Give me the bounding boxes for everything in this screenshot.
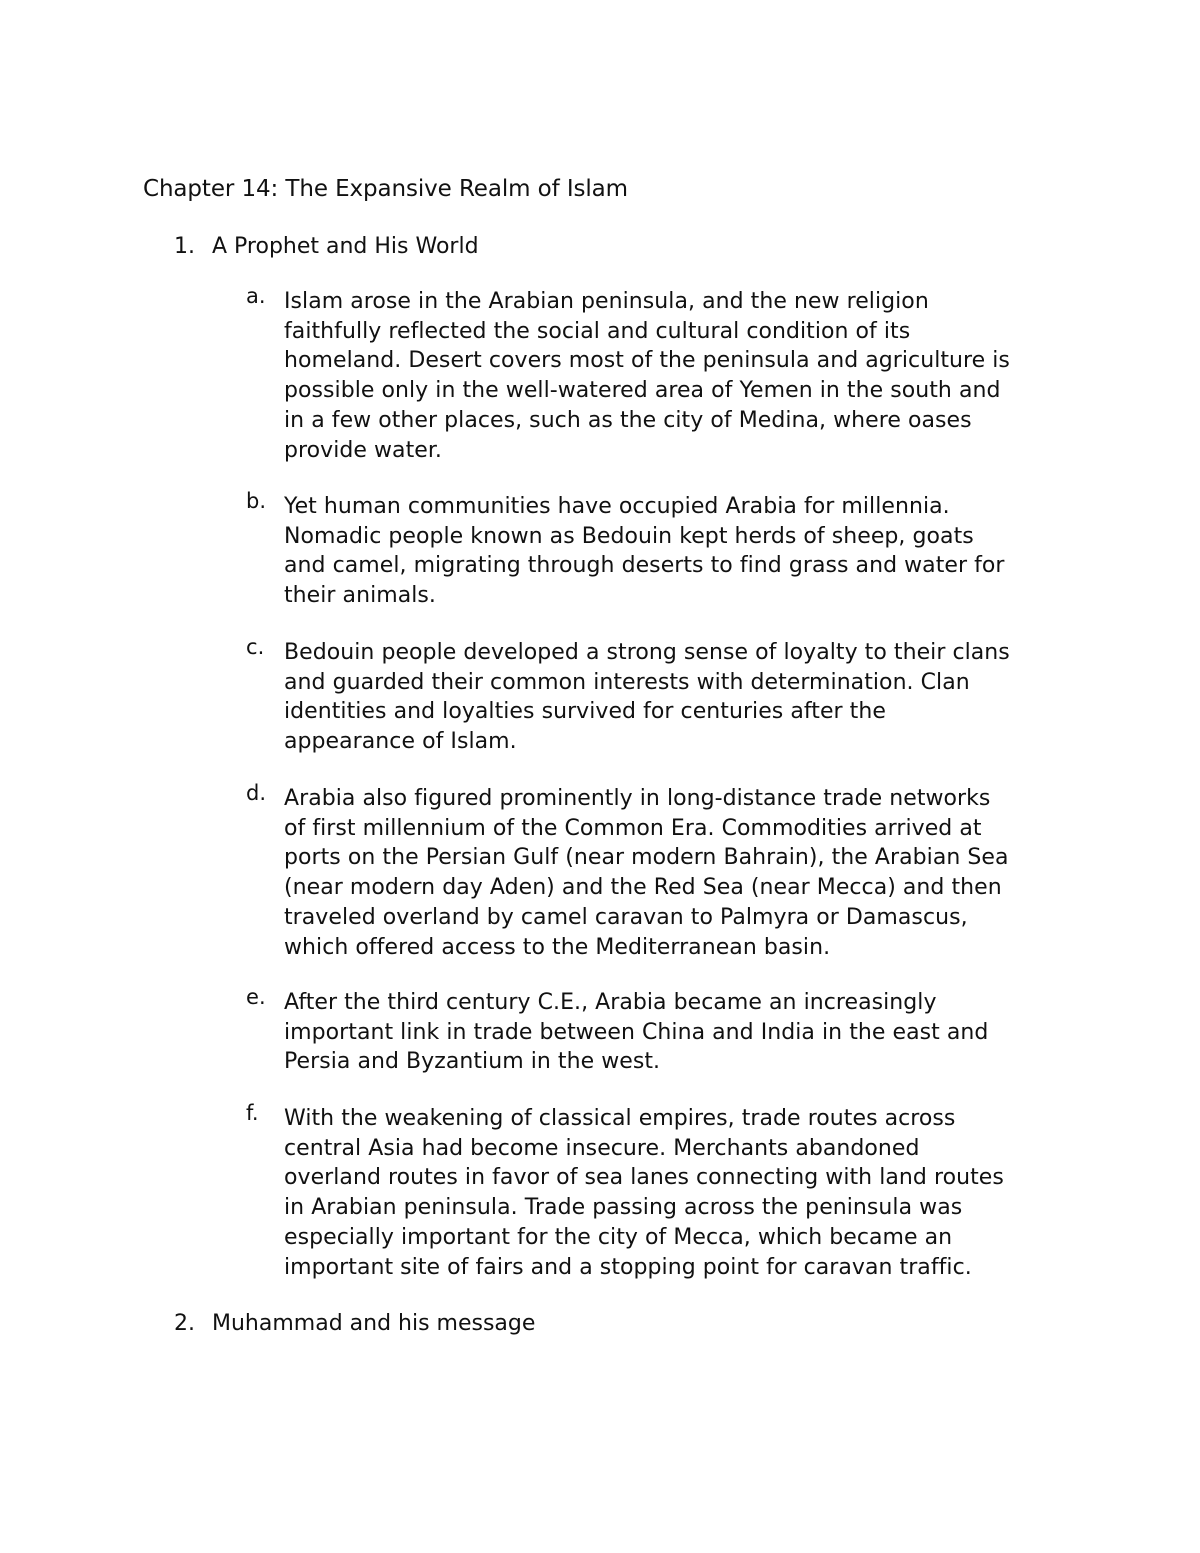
section-heading: [174, 1309, 535, 1339]
text-line: Islam arose in the Arabian peninsula, and the new religion: [284, 289, 929, 314]
item-text: [284, 287, 1084, 465]
item-letter: e.: [246, 985, 266, 1009]
item-letter: c.: [246, 635, 265, 659]
text-line: central Asia had become insecure. Merchants abandoned: [284, 1135, 920, 1161]
text-line: which offered access to the Mediterranean basin.: [284, 934, 831, 960]
text-line: traveled overland by camel caravan to Palmyra or Damascus,: [284, 904, 968, 930]
text-line: homeland. Desert covers most of the peninsula and agriculture is: [284, 348, 1010, 374]
text-line: especially important for the city of Mecca, which became an: [284, 1224, 953, 1250]
text-line: With the weakening of classical empires, trade routes across: [284, 1106, 956, 1131]
item-letter: b.: [246, 489, 267, 513]
section-title: Muhammad and his message: [212, 1311, 536, 1336]
section-number: 1.: [174, 234, 195, 259]
text-line: their animals.: [284, 583, 436, 609]
section-number: 2.: [174, 1311, 195, 1336]
text-line: important site of fairs and a stopping point for caravan traffic.: [284, 1254, 972, 1280]
section-title: A Prophet and His World: [212, 234, 479, 259]
item-letter: d.: [246, 781, 267, 805]
item-letter: a.: [246, 284, 266, 308]
text-line: Nomadic people known as Bedouin kept herds of sheep, goats: [284, 523, 974, 549]
text-line: ports on the Persian Gulf (near modern Bahrain), the Arabian Sea: [284, 845, 1009, 871]
text-line: Arabia also figured prominently in long-distance trade networks: [284, 786, 991, 811]
text-line: in a few other places, such as the city of Medina, where oases: [284, 407, 972, 433]
text-line: important link in trade between China and India in the east and: [284, 1019, 989, 1045]
text-line: (near modern day Aden) and the Red Sea (near Mecca) and then: [284, 875, 1002, 901]
text-line: faithfully reflected the social and cultural condition of its: [284, 318, 911, 344]
text-line: Bedouin people developed a strong sense of loyalty to their clans: [284, 640, 1010, 665]
text-line: of first millennium of the Common Era. Commodities arrived at: [284, 815, 982, 841]
section-heading: [174, 232, 479, 262]
text-line: and guarded their common interests with determination. Clan: [284, 669, 970, 695]
item-letter: f.: [246, 1101, 259, 1125]
item-text: [284, 784, 1084, 962]
chapter-title: Chapter 14: The Expansive Realm of Islam: [143, 176, 628, 202]
text-line: and camel, migrating through deserts to find grass and water for: [284, 553, 1005, 579]
text-line: provide water.: [284, 437, 442, 463]
item-text: [284, 638, 1084, 757]
text-line: Yet human communities have occupied Arabia for millennia.: [284, 494, 950, 519]
text-line: identities and loyalties survived for centuries after the: [284, 699, 886, 725]
text-line: appearance of Islam.: [284, 729, 517, 755]
item-text: [284, 988, 1084, 1077]
item-text: [284, 492, 1084, 611]
text-line: Persia and Byzantium in the west.: [284, 1049, 661, 1075]
text-line: After the third century C.E., Arabia became an increasingly: [284, 990, 937, 1015]
item-text: [284, 1104, 1084, 1282]
text-line: possible only in the well-watered area of Yemen in the south and: [284, 378, 1001, 404]
text-line: in Arabian peninsula. Trade passing across the peninsula was: [284, 1195, 963, 1221]
text-line: overland routes in favor of sea lanes connecting with land routes: [284, 1165, 1004, 1191]
